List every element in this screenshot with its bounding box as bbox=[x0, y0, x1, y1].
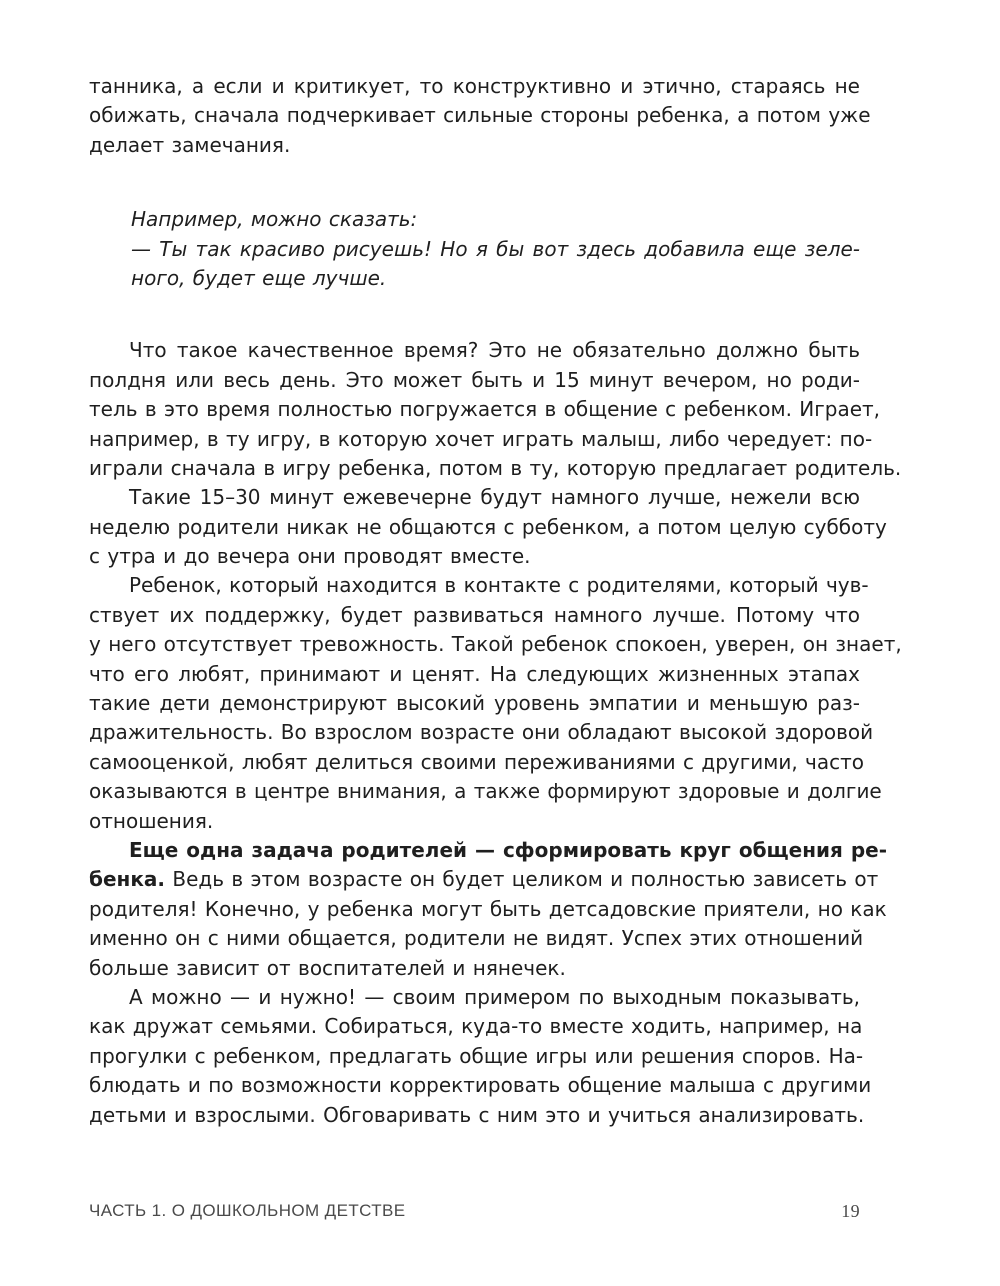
text-line: детьми и взрослыми. Обговаривать с ним это и учиться анализировать. bbox=[89, 1102, 865, 1127]
text-line: как дружат семьями. Собираться, куда-то вместе ходить, например, на bbox=[89, 1014, 863, 1039]
text-line: что его любят, принимают и ценят. На следующих жизненных этапах bbox=[89, 661, 860, 686]
text-line: играли сначала в игру ребенка, потом в ту, которую предлагает родитель. bbox=[89, 455, 902, 480]
example-quote bbox=[89, 205, 860, 293]
text-line: тель в это время полностью погружается в общение с ребенком. Играет, bbox=[89, 397, 881, 422]
text-line: отношения. bbox=[89, 808, 214, 833]
text-line: такие дети демонстрируют высокий уровень эмпатии и меньшую раз- bbox=[89, 691, 860, 716]
text-line: неделю родители никак не общаются с ребенком, а потом целую субботу bbox=[89, 514, 887, 539]
text-line: у него отсутствует тревожность. Такой ребенок спокоен, уверен, он знает, bbox=[89, 632, 902, 657]
text-line: например, в ту игру, в которую хочет играть малыш, либо чередует: по- bbox=[89, 426, 873, 451]
text-line: делает замечания. bbox=[89, 132, 291, 157]
paragraph-2 bbox=[89, 336, 902, 483]
quote-line: ного, будет еще лучше. bbox=[131, 265, 387, 290]
bold-emphasis: бенка. bbox=[89, 867, 166, 892]
text-line: больше зависит от воспитателей и нянечек. bbox=[89, 955, 566, 980]
running-footer-section: ЧАСТЬ 1. О ДОШКОЛЬНОМ ДЕТСТВЕ bbox=[89, 1201, 406, 1220]
text-line: прогулки с ребенком, предлагать общие игры или решения споров. На- bbox=[89, 1043, 864, 1068]
text-line: Ребенок, который находится в контакте с родителями, который чув- bbox=[129, 573, 869, 598]
text-line: блюдать и по возможности корректировать общение малыша с другими bbox=[89, 1073, 872, 1098]
text-line: Что такое качественное время? Это не обязательно должно быть bbox=[129, 338, 860, 363]
text-line bbox=[89, 836, 888, 865]
text-line: обижать, сначала подчеркивает сильные стороны ребенка, а потом уже bbox=[89, 103, 871, 128]
text-line: с утра и до вечера они проводят вместе. bbox=[89, 544, 531, 569]
paragraph-4 bbox=[89, 571, 902, 836]
text-line: именно он с ними общается, родители не видят. Успех этих отношений bbox=[89, 926, 864, 951]
quote-line: Например, можно сказать: bbox=[131, 207, 418, 232]
text-line: ствует их поддержку, будет развиваться намного лучше. Потому что bbox=[89, 602, 860, 627]
paragraph-1 bbox=[89, 72, 871, 160]
text-line: дражительность. Во взрослом возрасте они обладают высокой здоровой bbox=[89, 720, 874, 745]
text-line: Такие 15–30 минут ежевечерне будут намного лучше, нежели всю bbox=[129, 485, 860, 510]
paragraph-5 bbox=[89, 836, 888, 983]
paragraph-3 bbox=[89, 483, 887, 571]
text-line: полдня или весь день. Это может быть и 15 минут вечером, но роди- bbox=[89, 367, 860, 392]
text-line bbox=[89, 865, 879, 894]
page-body bbox=[89, 72, 902, 1130]
page-number: 19 bbox=[841, 1201, 860, 1221]
paragraph-6 bbox=[89, 983, 872, 1130]
bold-emphasis: Еще одна задача родителей — сформировать круг общения ре- bbox=[129, 837, 888, 862]
text-line: родителя! Конечно, у ребенка могут быть детсадовские приятели, но как bbox=[89, 896, 887, 921]
quote-line: — Ты так красиво рисуешь! Но я бы вот здесь добавила еще зеле- bbox=[131, 236, 860, 261]
page-footer bbox=[89, 1201, 860, 1227]
text-line: самооценкой, любят делиться своими переживаниями с другими, часто bbox=[89, 749, 864, 774]
text-span: Ведь в этом возрасте он будет целиком и полностью зависеть от bbox=[165, 867, 879, 892]
text-line: оказываются в центре внимания, а также формируют здоровые и долгие bbox=[89, 779, 882, 804]
text-line: А можно — и нужно! — своим примером по выходным показывать, bbox=[129, 984, 860, 1009]
text-line: танника, а если и критикует, то конструктивно и этично, стараясь не bbox=[89, 74, 860, 98]
